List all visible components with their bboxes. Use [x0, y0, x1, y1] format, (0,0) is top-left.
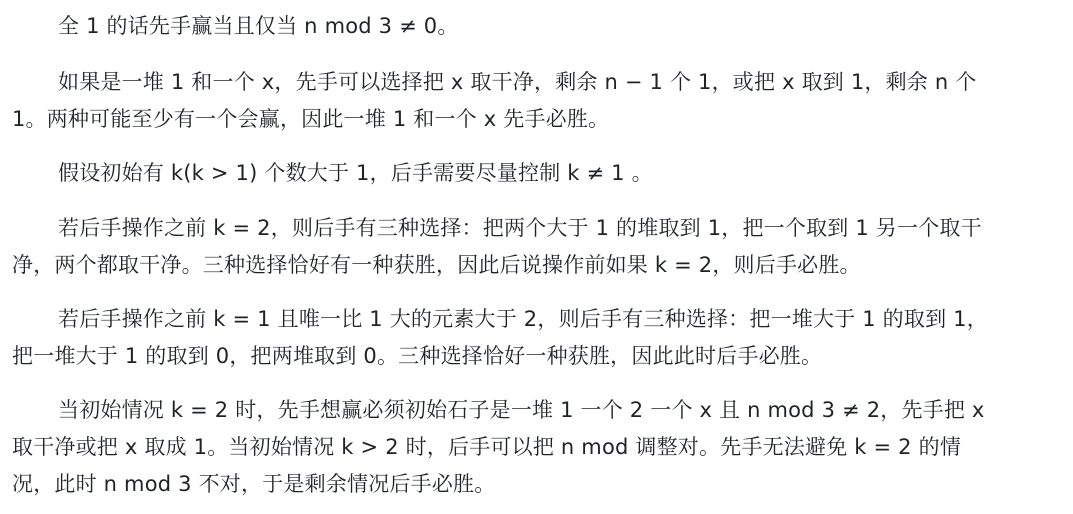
paragraph-4-line-2: 净，两个都取干净。三种选择恰好有一种获胜，因此后说操作前如果 k = 2，则后手必胜。	[12, 253, 861, 277]
paragraph-6-line-2: 取干净或把 x 取成 1。当初始情况 k > 2 时，后手可以把 n mod 调整对。先手无法避免 k = 2 的情	[12, 435, 962, 459]
paragraph-4-line-1: 若后手操作之前 k = 2，则后手有三种选择：把两个大于 1 的堆取到 1，把一个取到 1 另一个取干	[58, 216, 982, 240]
paragraph-6-line-1: 当初始情况 k = 2 时，先手想赢必须初始石子是一堆 1 一个 2 一个 x 且 n mod 3 ≠ 2，先手把 x	[58, 398, 985, 422]
paragraph-6-line-3: 况，此时 n mod 3 不对，于是剩余情况后手必胜。	[12, 472, 496, 496]
paragraph-2-line-2: 1。两种可能至少有一个会赢，因此一堆 1 和一个 x 先手必胜。	[12, 107, 610, 131]
paragraph-2-line-1: 如果是一堆 1 和一个 x，先手可以选择把 x 取干净，剩余 n − 1 个 1，或把 x 取到 1，剩余 n 个	[58, 70, 977, 94]
paragraph-5-line-1: 若后手操作之前 k = 1 且唯一比 1 大的元素大于 2，则后手有三种选择：把一堆大于 1 的取到 1，	[58, 307, 988, 331]
paragraph-1-line-1: 全 1 的话先手赢当且仅当 n mod 3 ≠ 0。	[58, 14, 459, 38]
paragraph-5-line-2: 把一堆大于 1 的取到 0，把两堆取到 0。三种选择恰好一种获胜，因此此时后手必胜。	[12, 344, 823, 368]
paragraph-3-line-1: 假设初始有 k(k > 1) 个数大于 1，后手需要尽量控制 k ≠ 1 。	[58, 161, 653, 185]
